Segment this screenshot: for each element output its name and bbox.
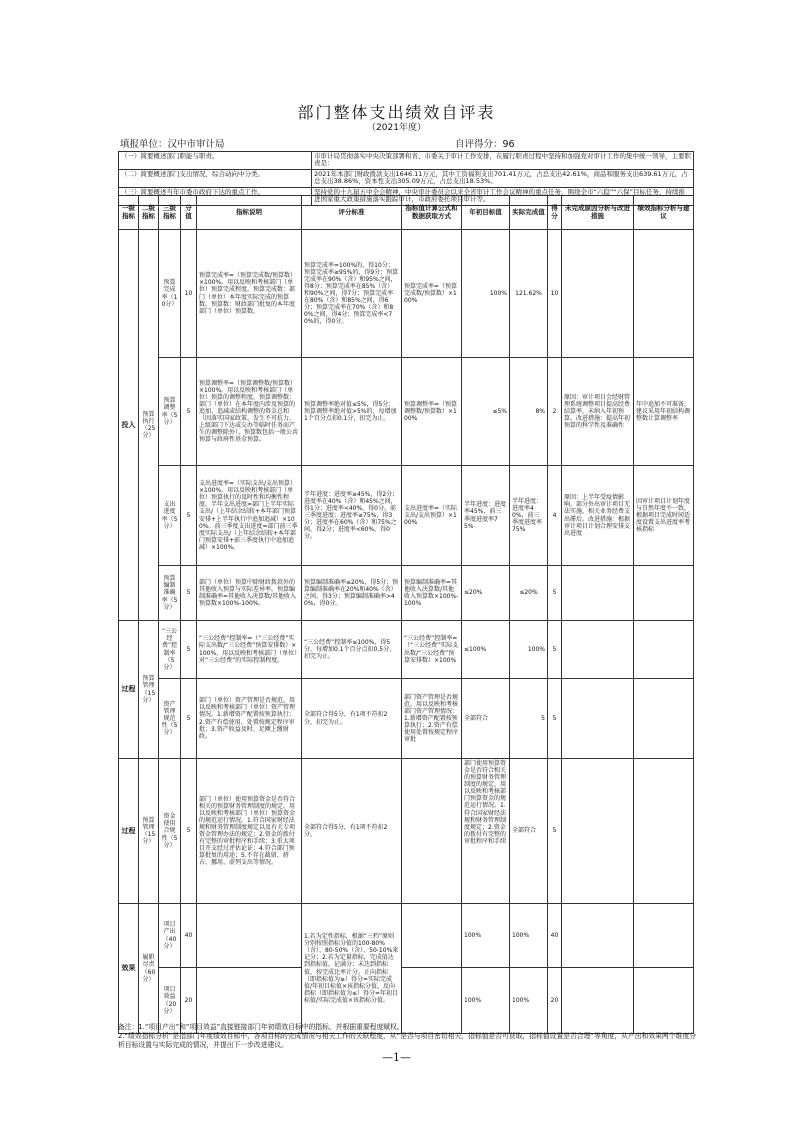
overview-label: （三）简要概述当年市委市政府下达的重点工作。 bbox=[119, 187, 312, 205]
cell-weight: 40 bbox=[181, 904, 197, 968]
table-row bbox=[119, 621, 694, 679]
cell-formula bbox=[402, 759, 462, 904]
cell-weight: 5 bbox=[181, 358, 197, 466]
overview-label: （二）简要概述部门支出情况，综合动向中分类。 bbox=[119, 170, 312, 188]
header-actual: 实际完成值 bbox=[510, 196, 548, 230]
cell-analysis bbox=[562, 904, 634, 968]
cell-score: 2 bbox=[548, 358, 562, 466]
cell-level3: 预算编制准确率（5分） bbox=[159, 566, 181, 621]
cell-standard: 1.若为定性指标，根据“三档”原则分别按照指标分值的100-80%（含）、80-50%（含）、50-10%来记分；2.若为定量指标，完成值达到指标值，记满分；未达到指标值，按完成比率计分。正向指标（即指标值为≥）得分=实际完成值/年初目标值×该指标分值，反向指标（即指标值为≤）得分=年初目标值/实际完成值×该指标分值。 bbox=[302, 904, 402, 1034]
cell-analysis bbox=[562, 759, 634, 904]
cell-level3: 项目产出（40分） bbox=[159, 904, 181, 968]
cell-suggest: 因审计项目计划年度与自然年度不一致，根据项目完成时间适度设置支出进度率考核指标 bbox=[634, 466, 694, 566]
table-row bbox=[119, 679, 694, 759]
cell-standard: 预算编制准确率≤20%，得5分；预算编制准确率在20%和40%（含）之间，得3分；预算编制准确率>40%，得0分。 bbox=[302, 566, 402, 621]
group-level2-budget-mgmt: 预算管理（15分） bbox=[139, 621, 159, 759]
cell-desc: 部门（单位）预算中除财政拨款外的其他收入预算与实际差异率。预算编制准确率=其他收入决算数/其他收入预算数×100%-100%。 bbox=[197, 566, 302, 621]
cell-actual: 100% bbox=[510, 968, 548, 1034]
cell-weight: 20 bbox=[181, 968, 197, 1034]
header-standard: 评分标准 bbox=[302, 196, 402, 230]
cell-level3: 资产管理规范性（5分） bbox=[159, 679, 181, 759]
cell-weight: 5 bbox=[181, 466, 197, 566]
cell-formula: 预算完成率=（预算完成数/预算数）×100% bbox=[402, 230, 462, 358]
cell-desc: 支出进度率=（实际支出/支出预算）×100%，用以反映和考核部门（单位）预算执行的及时性和均衡性程度。半年支出进度=部门上半年实际支出/（上年结余结转+本年部门预算安排+上半年执行中追加追减）×100%。前三季度支出进度=部门前三季度实际支出/（上年结余结转+本年部门预算安排+前三季度执行中追加追减）×100%。 bbox=[197, 466, 302, 566]
cell-formula: “三公经费”控制率=（“三公经费”实际支出数/“三公经费”预算安排数）×100% bbox=[402, 621, 462, 679]
header-level2: 二级指标 bbox=[139, 196, 159, 230]
cell-standard: 半年进度：进度率≥45%，得2分；进度率在40%（含）和45%之间，得1分；进度率<40%，得0分。前三季度进度：进度率≥75%，得3分；进度率在60%（含）和75%之间，得2分；进度率<60%，得0分。 bbox=[302, 466, 402, 566]
table-row bbox=[119, 759, 694, 904]
cell-analysis bbox=[562, 621, 634, 679]
cell-actual: 121.62% bbox=[510, 230, 548, 358]
cell-initial: ≤20% bbox=[462, 566, 510, 621]
group-level2-budget-mgmt-2: 预算管理（15分） bbox=[139, 759, 159, 904]
cell-score: 5 bbox=[548, 759, 562, 904]
cell-suggest bbox=[634, 621, 694, 679]
group-level1-input: 投入 bbox=[119, 230, 139, 621]
cell-suggest bbox=[634, 566, 694, 621]
cell-analysis bbox=[562, 230, 634, 358]
reporting-unit: 填报单位：汉中市审计局 bbox=[120, 139, 225, 150]
cell-desc: 部门（单位）资产管理是否规范，用以反映和考核部门（单位）资产管理情况。1.新增资产配置按预算执行；2.资产有偿使用、处置按规定程序审批；3.资产收益及时、足额上缴财政。 bbox=[197, 679, 302, 759]
cell-analysis bbox=[562, 566, 634, 621]
header-weight: 分值 bbox=[181, 196, 197, 230]
cell-level3: 预算完成率（10分） bbox=[159, 230, 181, 358]
overview-label: （一）简要概述部门职能与职责。 bbox=[119, 152, 312, 170]
cell-standard: 预算调整率绝对值≤5%，得5分；预算调整率绝对值>5%的，每增加1个百分点扣0.1分，扣完为止。 bbox=[302, 358, 402, 466]
self-score: 自评得分：96 bbox=[455, 139, 515, 150]
cell-formula: 预算调整率=（预算调整数/预算数）×100% bbox=[402, 358, 462, 466]
cell-level3: 项目效益（20分） bbox=[159, 968, 181, 1034]
cell-score: 4 bbox=[548, 466, 562, 566]
cell-desc: 预算完成率=（预算完成数/预算数）×100%。用以反映和考核部门（单位）预算完成程度。预算完成数：部门（单位）本年度实际完成的预算数。预算数：财政部门批复的本年度部门（单位）预算数。 bbox=[197, 230, 302, 358]
cell-score: 5 bbox=[548, 679, 562, 759]
cell-initial: 半年进度：进度率45%，前三季度进度率75% bbox=[462, 466, 510, 566]
cell-score: 10 bbox=[548, 230, 562, 358]
cell-level3: 支出进度率（5分） bbox=[159, 466, 181, 566]
group-level2-duty: 履职尽责（60分） bbox=[139, 904, 159, 1034]
cell-suggest bbox=[634, 904, 694, 968]
cell-initial: 100% bbox=[462, 968, 510, 1034]
cell-actual: 100% bbox=[510, 904, 548, 968]
cell-desc: 部门（单位）使用预算资金是否符合相关的预算财务管理制度的规定，用以反映和考核部门（单位）预算资金的规范运行情况。1.符合国家财经法规和财务管理制度规定以及有关专项资金管理办法的规定；2.资金的拨付有完整的审批程序和手续；3.重大项目开支经过评估论证；4.符合部门预算批复的用途；5.不存在截留、挤占、挪用、虚列支出等情况。 bbox=[197, 759, 302, 904]
overview-row bbox=[119, 170, 694, 188]
table-row bbox=[119, 358, 694, 466]
cell-analysis bbox=[562, 679, 634, 759]
table-row bbox=[119, 904, 694, 968]
header-desc: 指标说明 bbox=[197, 196, 302, 230]
group-level2-budget-exec: 预算执行（25分） bbox=[139, 230, 159, 621]
header-row bbox=[119, 196, 694, 230]
header-formula: 指标值计算公式和数据获取方式 bbox=[402, 196, 462, 230]
cell-actual: 全部符合 bbox=[510, 759, 548, 904]
footnote-2: 2.“绩效指标分析”是指部门年度绩效目标中，各项目标的完成情况与相关工作的关联程度，从“是否与项目密切相关，指标值是否可获取，指标值设置是否合理”等角度，从产出和效果两个维度分析目标设置与实际完成的情况，并提出下一步改进建议。 bbox=[118, 1031, 696, 1049]
cell-initial: 100% bbox=[462, 230, 510, 358]
cell-score: 20 bbox=[548, 968, 562, 1034]
cell-suggest bbox=[634, 759, 694, 904]
cell-desc: 预算调整率=（预算调整数/预算数）×100%。用以反映和考核部门（单位）预算的调整程度。预算调整数：部门（单位）在本年度内涉及预算的追加、追减或结构调整的资金总和（因落实国家政策、发生不可抗力、上级部门下达或交办等临时任务而产生的调整除外）。预算数包括一般公共预算与政府性基金预算。 bbox=[197, 358, 302, 466]
cell-level3: 资金使用合规性（5分） bbox=[159, 759, 181, 904]
overview-content: 2021年本部门财政拨款支出1646.11万元，其中工资福利支出701.41万元，占总支出42.61%，商品和服务支出639.61万元，占总支出38.86%，资本性支出305.09万元，占总支出18.53%。 bbox=[312, 170, 694, 188]
cell-analysis: 原因：审计项目会经财管理系统调整项目提高经费结算率，未纳入年初预算。改进措施：提高年初预算的科学性及准确性 bbox=[562, 358, 634, 466]
cell-analysis: 原因：上半年受疫情影响，部分外出审计项目无法实施，相关业务经费支出滞后。改进措施：根据审计项目计划合理安排支出进度 bbox=[562, 466, 634, 566]
cell-standard: “三公经费”控制率≤100%，得5分，每增加0.1个百分点扣0.5分，扣完为止。 bbox=[302, 621, 402, 679]
overview-content: 坚持党的十九届五中全会精神，中央审计委员会以来全省审计工作会议精神的重点任务，围绕全市“六稳”“六保”目标任务，持续推进国家重大政策措施落实跟踪审计，市政府委托项目审计等。 bbox=[312, 187, 694, 205]
header-initial: 年初目标值 bbox=[462, 196, 510, 230]
cell-actual: ≤20% bbox=[510, 566, 548, 621]
footnotes bbox=[118, 1023, 696, 1049]
indicator-table bbox=[118, 195, 694, 1034]
cell-score: 5 bbox=[548, 566, 562, 621]
cell-weight: 5 bbox=[181, 679, 197, 759]
table-row bbox=[119, 230, 694, 358]
cell-initial: 部门使用预算资金是否符合相关的预算财务管理制度的规定，用以反映和考核部门预算资金的规范运行情况。1.符合国家财经法规和财务管理制度规定；2.资金的拨付有完整的审批程序和手续 bbox=[462, 759, 510, 904]
cell-weight: 10 bbox=[181, 230, 197, 358]
overview-row bbox=[119, 152, 694, 170]
cell-score: 5 bbox=[548, 621, 562, 679]
cell-formula: 部门资产管理是否规范，用以反映和考核部门资产管理情况：1.新增资产配置按预算执行；2.资产有偿使用处置按规定程序审批 bbox=[402, 679, 462, 759]
group-level1-effect: 效果 bbox=[119, 904, 139, 1034]
cell-desc bbox=[197, 904, 302, 968]
cell-weight: 5 bbox=[181, 566, 197, 621]
page-number: —1— bbox=[382, 1051, 411, 1064]
cell-suggest bbox=[634, 230, 694, 358]
cell-actual: 5 bbox=[510, 679, 548, 759]
cell-initial: 全部符合 bbox=[462, 679, 510, 759]
cell-actual: 8% bbox=[510, 358, 548, 466]
cell-formula bbox=[402, 904, 462, 968]
cell-initial: ≤100% bbox=[462, 621, 510, 679]
header-analysis: 未完成原因分析与改进措施 bbox=[562, 196, 634, 230]
group-level1-process-2: 过程 bbox=[119, 759, 139, 904]
header-suggest: 绩效指标分析与建议 bbox=[634, 196, 694, 230]
cell-standard: 预算完成率=100%的，得10分；预算完成率≥95%的，得9分；预算完成率在90%（含）和95%之间，得8分；预算完成率在85%（含）和90%之间，得7分；预算完成率在80%（含）和85%之间，得6分；预算完成率在70%（含）和80%之间，得4分；预算完成率<70%的，得0分。 bbox=[302, 230, 402, 358]
header-score: 得分 bbox=[548, 196, 562, 230]
document-title: 部门整体支出绩效自评表 bbox=[297, 103, 496, 122]
cell-actual: 半年进度：进度率40%，前三季度进度率75% bbox=[510, 466, 548, 566]
group-level1-process: 过程 bbox=[119, 621, 139, 759]
header-level3: 三级指标 bbox=[159, 196, 181, 230]
header-level1: 一级指标 bbox=[119, 196, 139, 230]
cell-standard: 全部符合得5分，有1项不符扣2分，扣完为止。 bbox=[302, 679, 402, 759]
overview-content: 市审计局贯彻落实中央决策部署和省、市委关于审计工作安排，在履行职责过程中坚持和加强党对审计工作的集中统一领导，主要职责是： bbox=[312, 152, 694, 170]
cell-level3: 预算调整率（5分） bbox=[159, 358, 181, 466]
cell-weight: 5 bbox=[181, 621, 197, 679]
cell-initial: ≤5% bbox=[462, 358, 510, 466]
cell-weight: 5 bbox=[181, 759, 197, 904]
cell-suggest: 年中追加不可准备，建议采用年初结构调整数计算调整率 bbox=[634, 358, 694, 466]
table-row bbox=[119, 466, 694, 566]
cell-level3: “三公经费”控制率（5分） bbox=[159, 621, 181, 679]
cell-formula: 支出进度率=（实际支出/支出预算）×100% bbox=[402, 466, 462, 566]
cell-initial: 100% bbox=[462, 904, 510, 968]
cell-actual: 100% bbox=[510, 621, 548, 679]
footnote-1: 备注：1.“项目产出”和“项目效益”直接链接部门年初绩效目标中的指标，并根据重要程度赋权。 bbox=[118, 1023, 404, 1031]
document-subtitle: （2021年度） bbox=[367, 123, 426, 133]
table-row bbox=[119, 566, 694, 621]
cell-suggest bbox=[634, 679, 694, 759]
cell-desc: “三公经费”控制率=（“三公经费”实际支出数/“三公经费”预算安排数）×100%，用以反映和考核部门（单位）对“三公经费”的实际控制程度。 bbox=[197, 621, 302, 679]
cell-standard: 全部符合得5分，有1项不符扣2分。 bbox=[302, 759, 402, 904]
cell-formula: 预算编制准确率=其他收入决算数/其他收入预算数×100%-100% bbox=[402, 566, 462, 621]
cell-score: 40 bbox=[548, 904, 562, 968]
